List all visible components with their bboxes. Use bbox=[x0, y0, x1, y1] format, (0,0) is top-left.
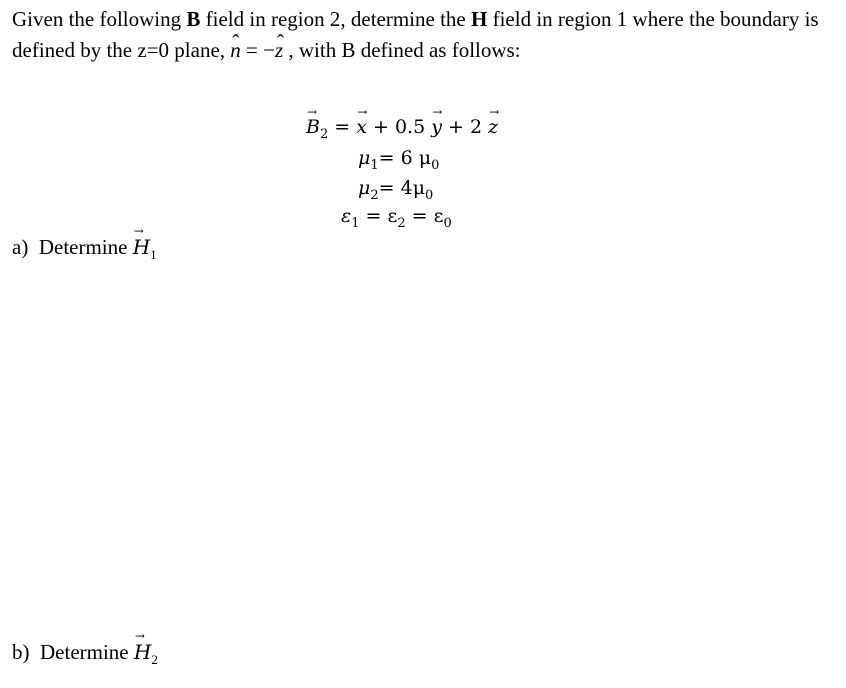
h1-subscript: 1 bbox=[150, 247, 157, 263]
intro-text-3: field in region 1 where the boundary is defined by the z=0 plane, bbox=[12, 7, 819, 62]
part-a bbox=[12, 235, 157, 263]
x-vector-symbol: → x bbox=[356, 116, 367, 138]
mu2-subscript: 2 bbox=[370, 187, 379, 203]
mu2-rhs: = 4μ bbox=[378, 177, 426, 199]
h1-vector-symbol: → H bbox=[133, 235, 150, 259]
b-eq-part-1: = bbox=[328, 116, 357, 138]
intro-text-2: field in region 2, determine the bbox=[200, 7, 471, 31]
epsilon0-subscript: 0 bbox=[443, 215, 452, 231]
b-eq-part-2: + 0.5 bbox=[366, 116, 432, 138]
h2-subscript: 2 bbox=[151, 652, 158, 668]
b2-subscript: 2 bbox=[319, 126, 329, 142]
z-hat-symbol: ˆ z bbox=[275, 35, 283, 66]
intro-text: Given the following bbox=[12, 7, 187, 31]
b-field-equation bbox=[306, 116, 498, 142]
part-b-text: Determine bbox=[40, 640, 134, 664]
b-eq-part-3: + 2 bbox=[441, 116, 489, 138]
mu1-rhs: = 6 μ bbox=[378, 147, 432, 169]
mu1-subscript: 1 bbox=[370, 157, 379, 173]
b2-vector-symbol: → B bbox=[306, 116, 320, 138]
intro-text-4: , with B defined as follows: bbox=[283, 38, 521, 62]
epsilon1-subscript: 1 bbox=[351, 215, 360, 231]
equals-minus: = − bbox=[240, 38, 275, 62]
h-field-symbol: H bbox=[471, 7, 488, 31]
mu2-symbol: μ bbox=[358, 177, 371, 199]
epsilon-equation bbox=[341, 205, 452, 231]
problem-statement bbox=[12, 4, 838, 66]
mu1-equation bbox=[358, 147, 439, 173]
part-b bbox=[12, 640, 158, 668]
n-hat-symbol: ˆ n bbox=[230, 35, 241, 66]
b-field-symbol: B bbox=[186, 7, 201, 31]
part-a-text: Determine bbox=[38, 235, 133, 259]
mu2-equation bbox=[358, 177, 433, 203]
part-a-label: a) bbox=[12, 235, 29, 259]
h2-vector-symbol: → H bbox=[134, 640, 151, 664]
epsilon1-symbol: ε bbox=[341, 205, 352, 227]
mu1-symbol: μ bbox=[358, 147, 371, 169]
epsilon-mid: = ε bbox=[359, 205, 398, 227]
epsilon-end: = ε bbox=[405, 205, 444, 227]
y-vector-symbol: → y bbox=[431, 116, 442, 138]
epsilon2-subscript: 2 bbox=[397, 215, 406, 231]
mu1-rhs-subscript: 0 bbox=[431, 157, 440, 173]
z-vector-symbol: → z bbox=[488, 116, 498, 138]
mu2-rhs-subscript: 0 bbox=[425, 187, 434, 203]
part-b-label: b) bbox=[12, 640, 30, 664]
